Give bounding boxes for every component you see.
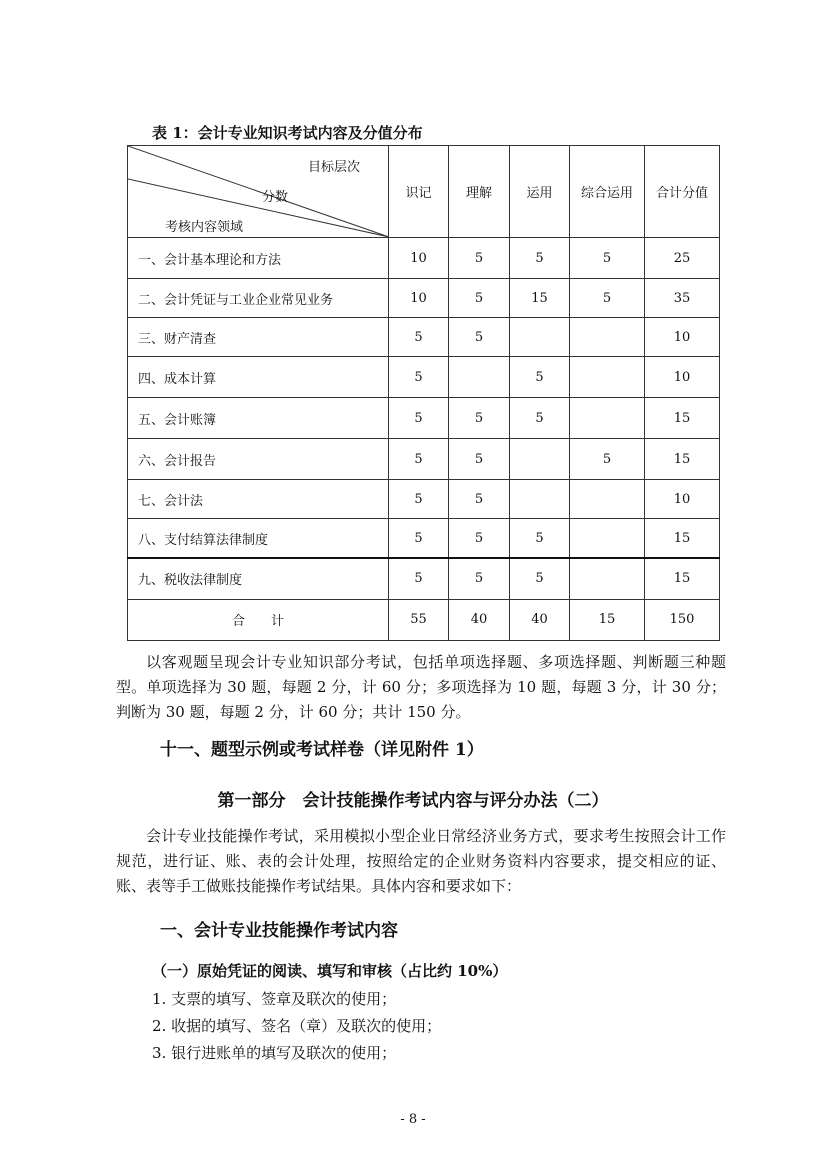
total-cell: 40 [449,599,510,640]
list-item: 2. 收据的填写、签名（章）及联次的使用； [152,1017,442,1035]
subheading-original-vouchers: （一）原始凭证的阅读、填写和审核（占比约 10%） [152,962,508,980]
table-cell [570,558,645,599]
table-cell: 5 [449,318,510,357]
row-label: 六、会计报告 [128,439,389,480]
table-cell: 5 [570,439,645,480]
row-label: 八、支付结算法律制度 [128,519,389,559]
table-cell: 5 [570,238,645,279]
diag-label-score: 分数 [262,190,289,205]
table-row [128,279,720,318]
row-label: 七、会计法 [128,480,389,519]
total-cell: 15 [570,599,645,640]
table-cell: 25 [645,238,720,279]
skills-exam-paragraph: 会计专业技能操作考试，采用模拟小型企业日常经济业务方式，要求考生按照会计工作规范，进行证、账、表的会计处理，按照给定的企业财务资料内容要求，提交相应的证、账、表等手工做账技能操作考试结果。具体内容和要求如下： [116,827,726,895]
table-caption: 表 1：会计专业知识考试内容及分值分布 [152,124,423,142]
table-cell: 5 [389,519,449,559]
table-cell: 5 [570,279,645,318]
list-item: 1. 支票的填写、签章及联次的使用； [152,990,397,1008]
table-cell [510,480,570,519]
list-item: 3. 银行进账单的填写及联次的使用； [152,1044,397,1062]
section-heading-one: 一、会计专业技能操作考试内容 [160,921,398,941]
table-cell: 15 [510,279,570,318]
table-cell: 10 [389,279,449,318]
table-cell: 5 [449,558,510,599]
table-cell: 5 [510,519,570,559]
table-row [128,439,720,480]
table-cell [570,519,645,559]
table-row [128,318,720,357]
table-row [128,357,720,398]
table-cell: 10 [645,357,720,398]
table-cell: 35 [645,279,720,318]
total-cell: 40 [510,599,570,640]
table-cell: 5 [510,238,570,279]
row-label: 九、税收法律制度 [128,558,389,599]
table-cell: 5 [449,480,510,519]
table-cell: 10 [645,480,720,519]
table-cell [570,357,645,398]
col-header: 运用 [510,146,570,238]
table-cell [510,318,570,357]
table-cell: 5 [389,398,449,439]
row-label: 三、财产清查 [128,318,389,357]
total-row [128,599,720,640]
table-cell: 5 [449,238,510,279]
table-cell: 5 [510,558,570,599]
table-cell [449,357,510,398]
page-number: - 8 - [400,1112,426,1127]
table-row [128,480,720,519]
table-row [128,238,720,279]
col-header: 综合运用 [570,146,645,238]
diagonal-header-cell [128,146,389,238]
total-cell: 150 [645,599,720,640]
col-header: 理解 [449,146,510,238]
table-cell [510,439,570,480]
table-cell: 10 [389,238,449,279]
table-cell: 15 [645,558,720,599]
total-label: 合 计 [128,599,389,640]
table-cell: 5 [449,519,510,559]
table-row [128,558,720,599]
table-cell: 10 [645,318,720,357]
row-label: 一、会计基本理论和方法 [128,238,389,279]
table-cell: 15 [645,439,720,480]
table-row [128,519,720,559]
table-cell: 5 [389,357,449,398]
table-cell: 5 [389,439,449,480]
row-label: 四、成本计算 [128,357,389,398]
section-heading-11: 十一、题型示例或考试样卷（详见附件 1） [160,740,484,760]
table-cell: 15 [645,398,720,439]
table-cell: 5 [449,439,510,480]
table-cell: 5 [510,357,570,398]
table-cell: 5 [449,398,510,439]
exam-format-paragraph: 以客观题呈现会计专业知识部分考试，包括单项选择题、多项选择题、判断题三种题型。单项选择为 30 题，每题 2 分，计 60 分；多项选择为 10 题，每题 3 分，计 30 分；判断为 30 题，每题 2 分，计 60 分；共计 150 分。 [116,653,726,721]
table-cell: 5 [449,279,510,318]
diag-label-content-area: 考核内容领域 [165,220,244,235]
table-cell: 5 [389,318,449,357]
col-header: 合计分值 [645,146,720,238]
table-cell [570,318,645,357]
col-header: 识记 [389,146,449,238]
row-label: 二、会计凭证与工业企业常见业务 [128,279,389,318]
table-cell: 5 [389,480,449,519]
table-cell: 15 [645,519,720,559]
score-distribution-table [127,145,720,641]
total-cell: 55 [389,599,449,640]
table-header-row [128,146,720,238]
table-row [128,398,720,439]
table-cell: 5 [389,558,449,599]
row-label: 五、会计账簿 [128,398,389,439]
table-cell: 5 [510,398,570,439]
table-cell [570,398,645,439]
diag-label-target-level: 目标层次 [308,160,361,175]
part-heading: 第一部分 会计技能操作考试内容与评分办法（二） [217,791,609,811]
table-cell [570,480,645,519]
